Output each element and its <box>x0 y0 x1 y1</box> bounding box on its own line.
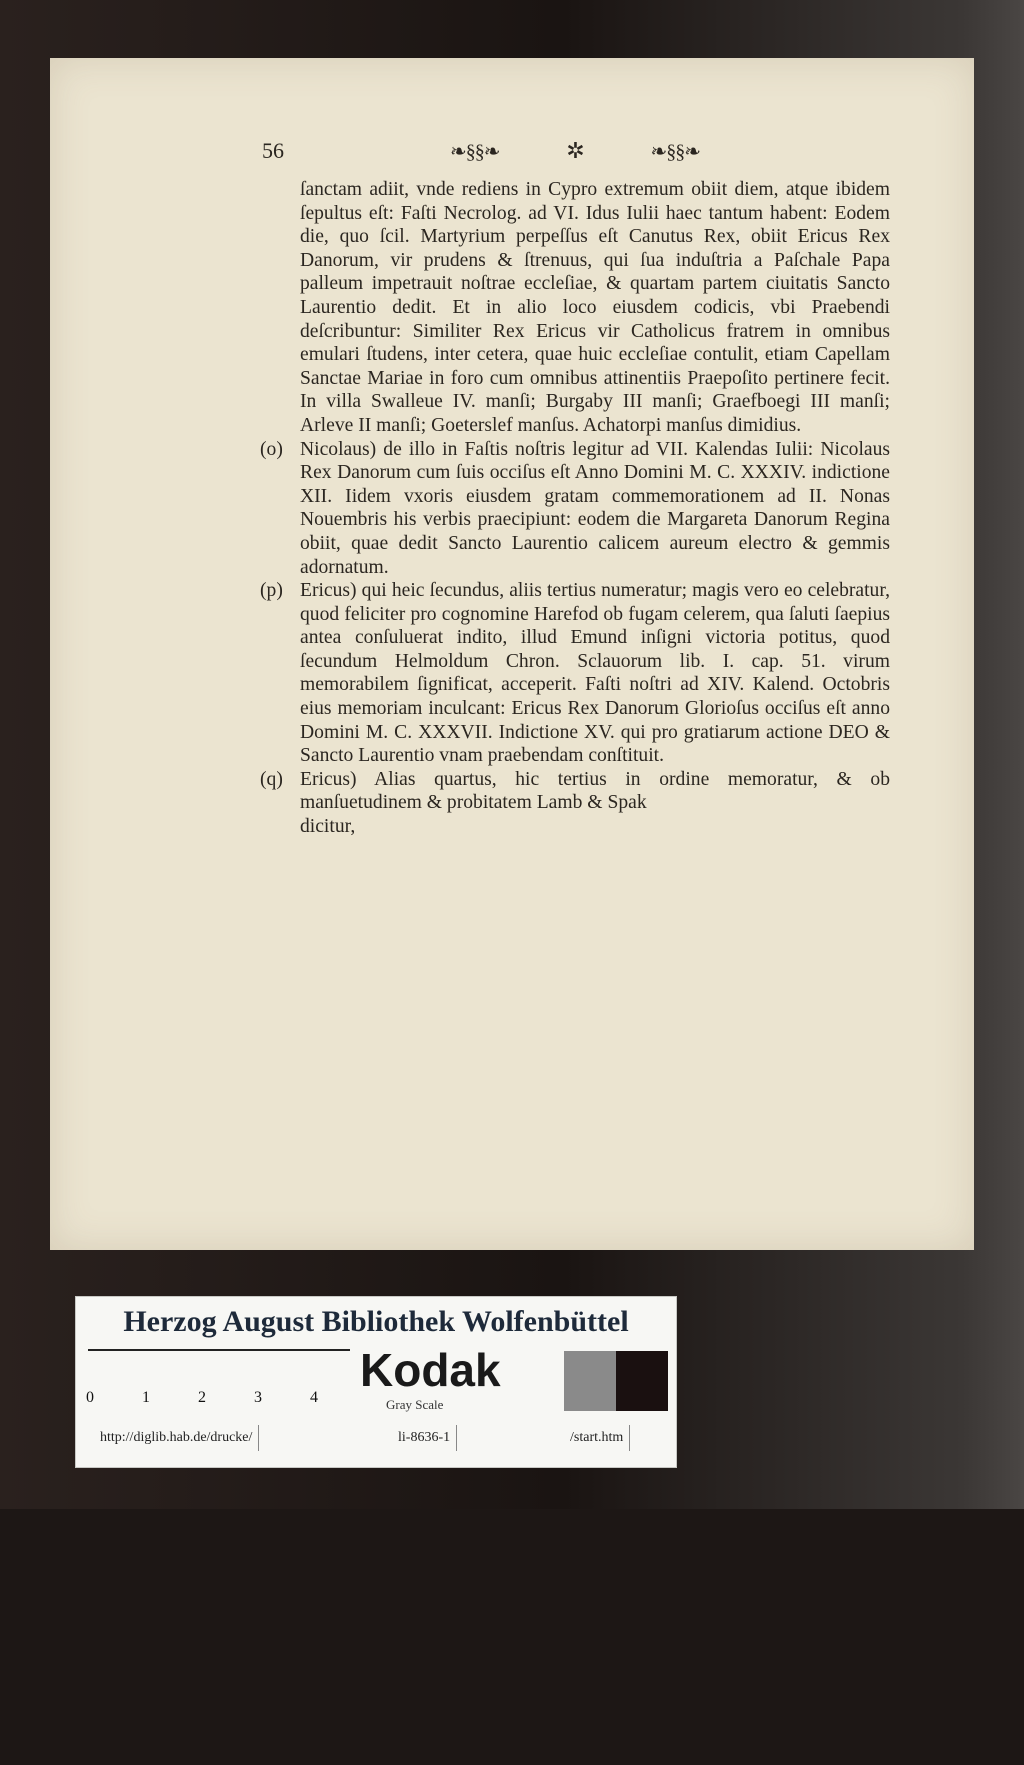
header-ornament <box>450 136 700 166</box>
ruler-label-4: 4 <box>310 1389 318 1406</box>
gray-patch-mid <box>564 1351 616 1411</box>
footnote-p <box>260 579 890 768</box>
ruler-label-0: 0 <box>86 1389 94 1406</box>
footnote-text: Ericus) qui heic ſecundus, aliis tertius numeratur; magis vero eo celebratur, quod feliciter pro cognomine Harefod ob fugam celerem, qua ſaluti ſaepius antea conſuluerat indito, illud Emund inſigni victoria potitus, quod ſecundum Helmoldum Chron. Sclauorum lib. I. cap. 51. virum memorabilem ſignificat, acceperit. Faſti noſtri ad XIV. Kalend. Octobris eius memoriam inculcant: Ericus Rex Danorum Glorioſus occiſus eſt anno Domini M. C. XXXVII. Indictione XV. qui pro gratiarum actione DEO & Sancto Laurentio vnam praebendam conſtituit. <box>300 580 890 767</box>
url-label: http://diglib.hab.de/drucke/ <box>94 1425 259 1451</box>
footnote-q <box>260 768 890 815</box>
shelfmark-label: li-8636-1 <box>392 1425 457 1451</box>
page-text <box>260 178 890 839</box>
ornament-left: ❧§§❧ <box>450 140 500 163</box>
ornament-right: ❧§§❧ <box>650 140 700 163</box>
paragraph: ſanctam adiit, vnde rediens in Cypro extremum obiit diem, atque ibidem ſepultus eſt: Faſti Necrolog. ad VI. Idus Iulii haec tantum habent: Eodem die, quo ſcil. Martyrium perpeſſus eſt Canutus Rex, obiit Ericus Rex Danorum, vir prudens & ſtrenuus, qui ſua induſtria a Paſchale Papa palleum impetrauit noſtrae eccleſiae, & quartam partem ciuitatis Sancto Laurentio dedit. Et in alio loco eiusdem codicis, vbi Praebendi deſcribuntur: Similiter Rex Ericus vir Catholicus fratrem in omnibus emulari ſtudens, inter cetera, quae huic eccleſiae contulit, etiam Capellam Sanctae Mariae in foro cum omnibus attinentiis Praepoſito pertinere fecit. In villa Swalleue IV. manſi; Burgaby III manſi; Graefboegi III manſi; Arleve II manſi; Goeterslef manſus. Achatorpi manſus dimidius. <box>300 179 890 436</box>
kodak-logo: Kodak <box>360 1344 501 1396</box>
start-label: /start.htm <box>564 1425 630 1451</box>
closing-word: dicitur, <box>300 816 356 838</box>
footnote-text: Ericus) Alias quartus, hic tertius in ordine memoratur, & ob manſuetudinem & probitatem Lamb & Spak <box>300 768 890 814</box>
library-name: Herzog August Bibliothek Wolfenbüttel <box>123 1305 629 1338</box>
footnote-mark: (q) <box>260 768 283 790</box>
footnote-mark: (o) <box>260 438 283 460</box>
page-number: 56 <box>262 138 284 163</box>
ruler-label-2: 2 <box>198 1389 206 1406</box>
gray-patch-dark <box>616 1351 668 1411</box>
footnote-o <box>260 438 890 580</box>
ruler-label-1: 1 <box>142 1389 150 1406</box>
scan-target <box>75 1296 677 1468</box>
ruler-label-3: 3 <box>254 1389 262 1406</box>
footnote-text: Nicolaus) de illo in Faſtis noſtris legitur ad VII. Kalendas Iulii: Nicolaus Rex Danorum cum ſuis occiſus eſt Anno Domini M. C. XXXIV. indictione XII. Iidem vxoris eiusdem gratam commemorationem ad II. Nonas Nouembris his verbis praecipiunt: eodem die Margareta Danorum Regina obiit, quae dedit Sancto Laurentio calicem aureum electro & gemmis adornatum. <box>300 438 890 578</box>
ornament-star-icon: ✲ <box>566 138 584 163</box>
footnote-mark: (p) <box>260 580 283 602</box>
gray-scale-label: Gray Scale <box>386 1397 444 1412</box>
ruler <box>88 1349 350 1385</box>
